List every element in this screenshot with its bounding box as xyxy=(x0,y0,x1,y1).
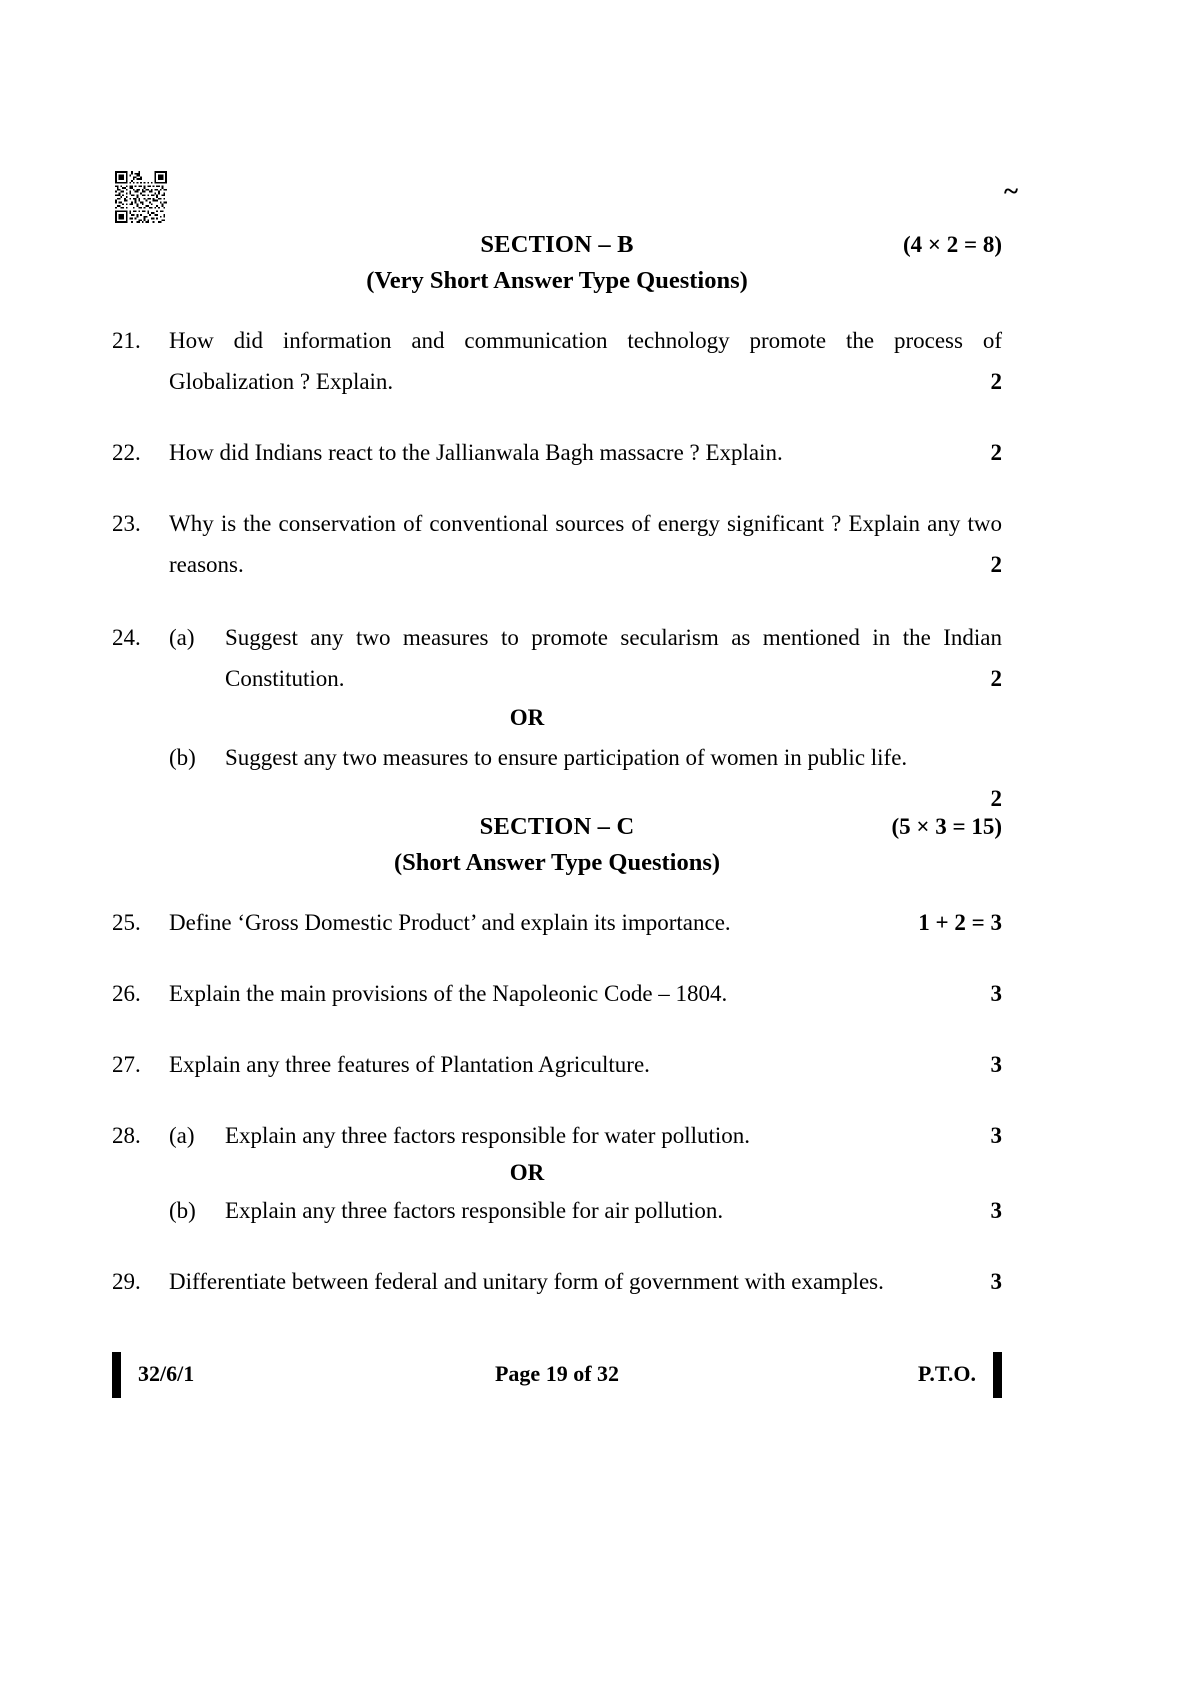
question-21 xyxy=(112,320,1002,402)
question-24 xyxy=(112,617,1002,699)
section-c-title: SECTION – C xyxy=(479,813,635,840)
question-22-number: 22. xyxy=(112,440,141,465)
question-24-option-b-text: Suggest any two measures to ensure participation of women in public life. xyxy=(225,745,908,770)
question-25-marks: 1 + 2 = 3 xyxy=(918,910,1002,935)
question-21-marks: 2 xyxy=(990,369,1002,394)
section-c-subtitle: (Short Answer Type Questions) xyxy=(393,849,721,876)
question-28-option-b-marks: 3 xyxy=(990,1198,1002,1223)
question-24-option-b xyxy=(112,737,1002,811)
question-26-number: 26. xyxy=(112,981,141,1006)
section-b-heading xyxy=(112,228,1002,262)
question-28-option-a-text: Explain any three factors responsible for water pollution. xyxy=(225,1123,751,1148)
question-23 xyxy=(112,503,1002,585)
question-27-marks: 3 xyxy=(990,1052,1002,1077)
question-22-marks: 2 xyxy=(990,440,1002,465)
question-26-marks: 3 xyxy=(990,981,1002,1006)
question-29-text: Differentiate between federal and unitary form of government with examples. xyxy=(169,1269,884,1294)
question-26-text: Explain the main provisions of the Napoleonic Code – 1804. xyxy=(169,981,728,1006)
tilde-mark: ~ xyxy=(1003,176,1018,206)
question-24-option-a-label: (a) xyxy=(169,625,195,650)
question-23-number: 23. xyxy=(112,511,141,536)
footer-bar-right xyxy=(993,1352,1002,1398)
question-29 xyxy=(112,1261,1002,1302)
question-28-option-a-marks: 3 xyxy=(990,1123,1002,1148)
footer-pto-label: P.T.O. xyxy=(917,1361,976,1386)
question-27-text: Explain any three features of Plantation Agriculture. xyxy=(169,1052,650,1077)
question-22-text: How did Indians react to the Jallianwala Bagh massacre ? Explain. xyxy=(169,440,783,465)
question-26 xyxy=(112,973,1002,1014)
question-28-option-b-text: Explain any three factors responsible for air pollution. xyxy=(225,1198,724,1223)
question-24-option-a-marks: 2 xyxy=(990,666,1002,691)
question-21-text: How did information and communication technology promote the process of Globalization ? Explain. xyxy=(169,328,1002,394)
question-27 xyxy=(112,1044,1002,1085)
question-24-number: 24. xyxy=(112,625,141,650)
question-25-text: Define ‘Gross Domestic Product’ and explain its importance. xyxy=(169,910,731,935)
page-footer xyxy=(112,1352,1002,1398)
question-25 xyxy=(112,902,1002,943)
question-23-text: Why is the conservation of conventional sources of energy significant ? Explain any two reasons. xyxy=(169,511,1002,577)
question-29-marks: 3 xyxy=(990,1269,1002,1294)
exam-content xyxy=(112,228,1002,1302)
question-24-option-a-text: Suggest any two measures to promote secularism as mentioned in the Indian Constitution. xyxy=(225,625,1002,691)
section-b-subtitle: (Very Short Answer Type Questions) xyxy=(366,267,748,294)
question-28 xyxy=(112,1115,1002,1156)
question-28-option-b xyxy=(112,1190,1002,1231)
section-c-marks-formula: (5 × 3 = 15) xyxy=(891,814,1002,839)
question-28-option-a-label: (a) xyxy=(169,1123,195,1148)
section-b-marks-formula: (4 × 2 = 8) xyxy=(902,232,1002,257)
question-25-number: 25. xyxy=(112,910,141,935)
question-28-or-label: OR xyxy=(509,1160,545,1185)
question-28-option-b-label: (b) xyxy=(169,1198,196,1223)
footer-page-number: Page 19 of 32 xyxy=(494,1361,620,1386)
question-24-option-b-label: (b) xyxy=(169,745,196,770)
question-27-number: 27. xyxy=(112,1052,141,1077)
question-28-number: 28. xyxy=(112,1123,141,1148)
question-21-number: 21. xyxy=(112,328,141,353)
question-23-marks: 2 xyxy=(990,552,1002,577)
footer-paper-code: 32/6/1 xyxy=(138,1361,195,1386)
question-22 xyxy=(112,432,1002,473)
qr-code-icon xyxy=(112,171,170,223)
question-24-option-b-marks: 2 xyxy=(990,786,1002,811)
question-29-number: 29. xyxy=(112,1269,141,1294)
question-24-or-label: OR xyxy=(509,705,545,730)
section-b-title: SECTION – B xyxy=(480,231,634,258)
section-c-heading xyxy=(112,810,1002,844)
